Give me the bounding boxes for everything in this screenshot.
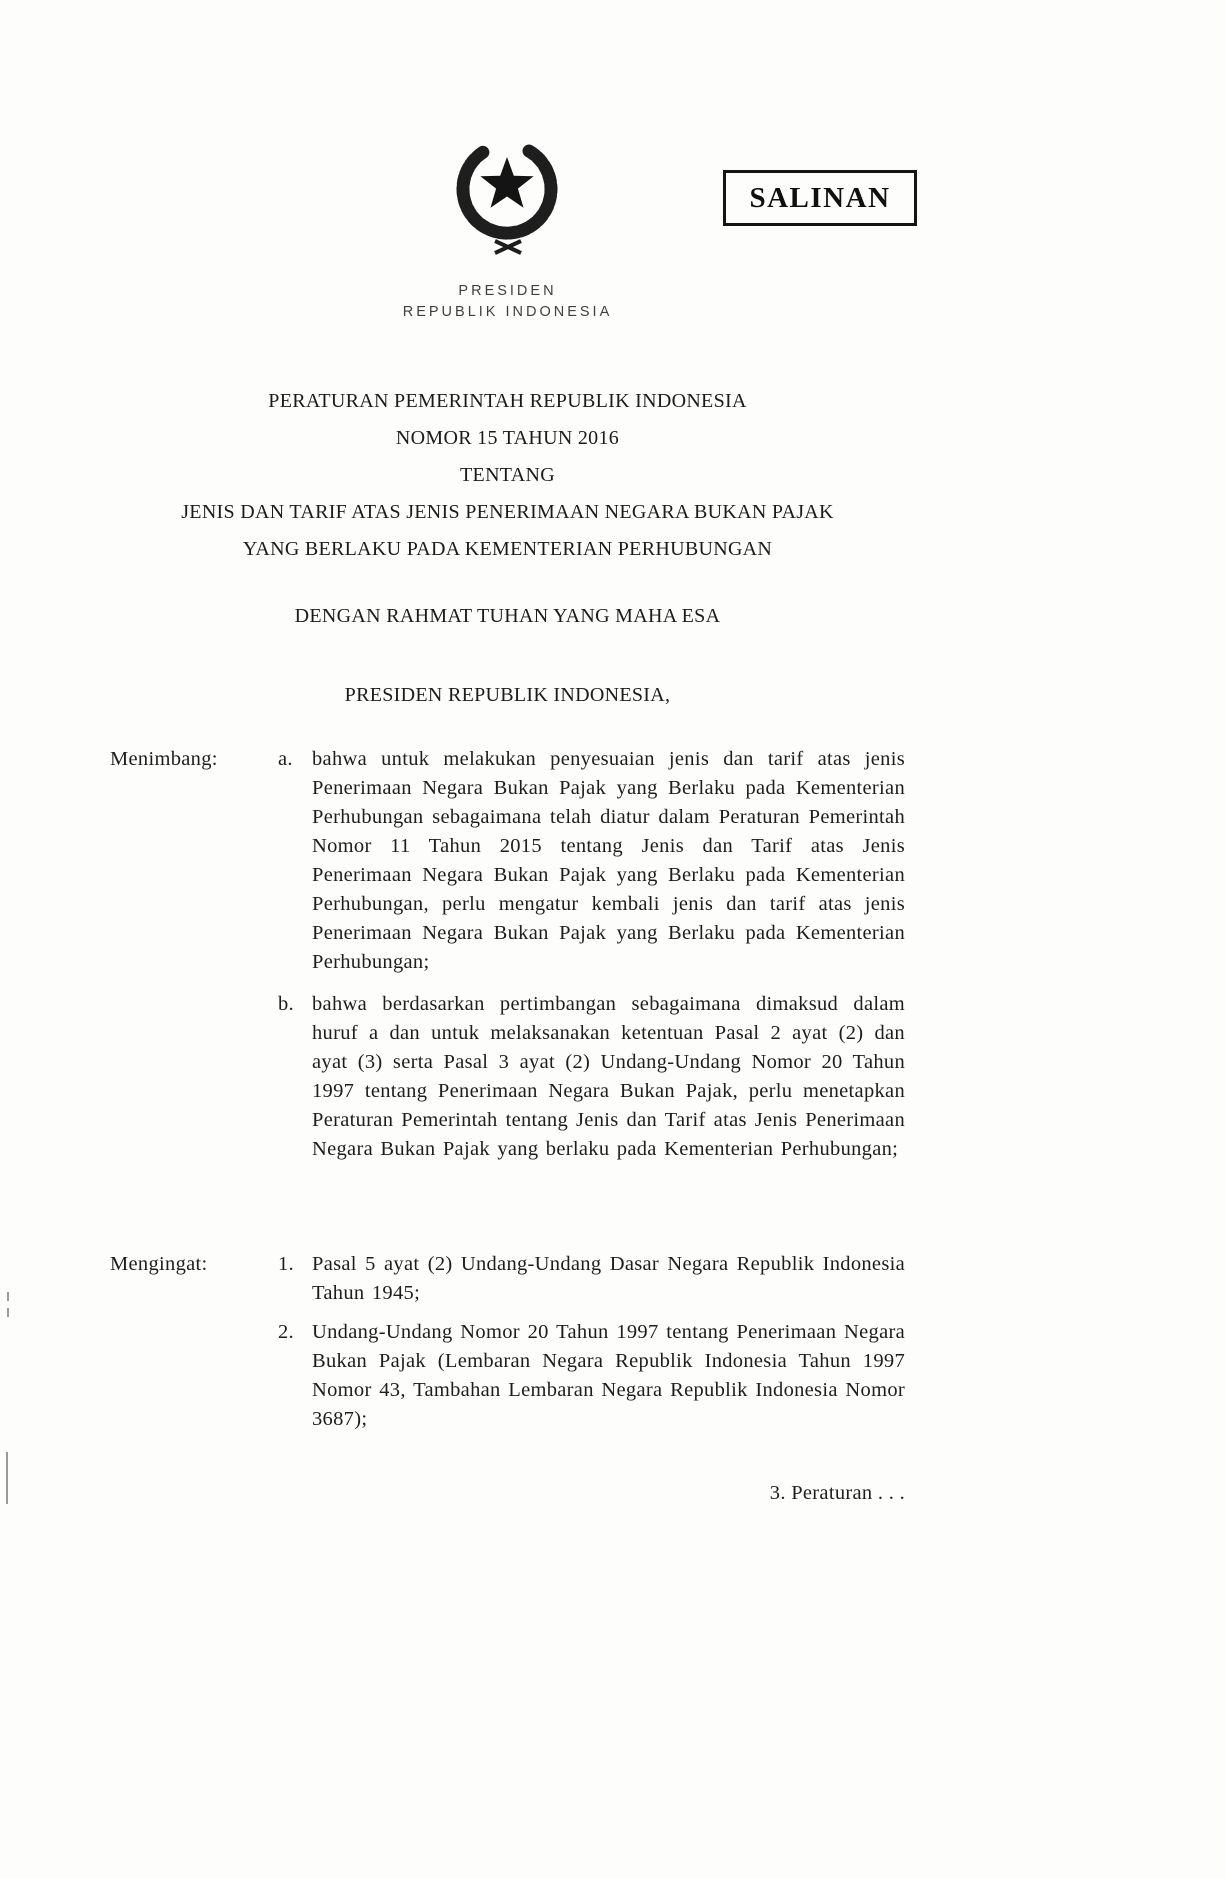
item-text: bahwa untuk melakukan penyesuaian jenis dan tarif atas jenis Penerimaan Negara Bukan Pajak yang Berlaku pada Kementerian Perhubungan sebagaimana telah diatur dalam Peraturan Pemerintah Nomor 11 Tahun 2015 tentang Jenis dan Tarif atas Jenis Penerimaan Negara Bukan Pajak yang Berlaku pada Kementerian Perhubungan, perlu mengatur kembali jenis dan tarif atas jenis Penerimaan Negara Bukan Pajak yang Berlaku pada Kementerian Perhubungan; xyxy=(312,748,905,973)
title-subject-line2: YANG BERLAKU PADA KEMENTERIAN PERHUBUNGAN xyxy=(242,538,773,560)
title-tentang: TENTANG xyxy=(460,464,555,486)
menimbang-items xyxy=(278,745,905,1164)
item-text: Pasal 5 ayat (2) Undang-Undang Dasar Negara Republik Indonesia Tahun 1945; xyxy=(312,1253,905,1304)
salinan-stamp xyxy=(723,170,917,226)
title-regulation-number: NOMOR 15 TAHUN 2016 xyxy=(395,427,620,449)
scan-artifact xyxy=(7,1308,9,1317)
salinan-stamp-label: SALINAN xyxy=(749,181,891,214)
item-marker: 2. xyxy=(278,1321,294,1343)
title-subject-line1: JENIS DAN TARIF ATAS JENIS PENERIMAAN NEGARA BUKAN PAJAK xyxy=(181,501,834,523)
scan-artifact xyxy=(6,1452,8,1504)
title-invocation: DENGAN RAHMAT TUHAN YANG MAHA ESA xyxy=(294,605,721,627)
mengingat-item-2 xyxy=(278,1318,905,1434)
menimbang-item-a xyxy=(278,745,905,977)
section-menimbang xyxy=(110,745,905,1164)
item-marker: b. xyxy=(278,993,294,1015)
presidential-seal-icon xyxy=(447,126,567,260)
title-authority: PRESIDEN REPUBLIK INDONESIA, xyxy=(344,684,671,706)
menimbang-label: Menimbang: xyxy=(110,748,218,770)
letterhead-presiden: PRESIDEN xyxy=(458,283,557,299)
title-block xyxy=(60,383,955,714)
scan-artifact xyxy=(7,1292,9,1301)
letterhead xyxy=(60,281,955,323)
title-regulation-name: PERATURAN PEMERINTAH REPUBLIK INDONESIA xyxy=(268,390,747,412)
mengingat-items xyxy=(278,1250,905,1434)
mengingat-label: Mengingat: xyxy=(110,1253,208,1275)
mengingat-item-1 xyxy=(278,1250,905,1308)
item-marker: a. xyxy=(278,748,293,770)
section-mengingat xyxy=(110,1250,905,1434)
item-text: Undang-Undang Nomor 20 Tahun 1997 tentang Penerimaan Negara Bukan Pajak (Lembaran Negara Republik Indonesia Tahun 1997 Nomor 43, Tambahan Lembaran Negara Republik Indonesia Nomor 3687); xyxy=(312,1321,905,1430)
item-text: bahwa berdasarkan pertimbangan sebagaimana dimaksud dalam huruf a dan untuk melaksanakan ketentuan Pasal 2 ayat (2) dan ayat (3) serta Pasal 3 ayat (2) Undang-Undang Nomor 20 Tahun 1997 tentang Penerimaan Negara Bukan Pajak, perlu menetapkan Peraturan Pemerintah tentang Jenis dan Tarif atas Jenis Penerimaan Negara Bukan Pajak yang berlaku pada Kementerian Perhubungan; xyxy=(312,993,905,1160)
letterhead-republik-indonesia: REPUBLIK INDONESIA xyxy=(402,304,613,320)
item-marker: 1. xyxy=(278,1253,294,1275)
menimbang-item-b xyxy=(278,990,905,1164)
page-catchword: 3. Peraturan . . . xyxy=(769,1482,905,1504)
